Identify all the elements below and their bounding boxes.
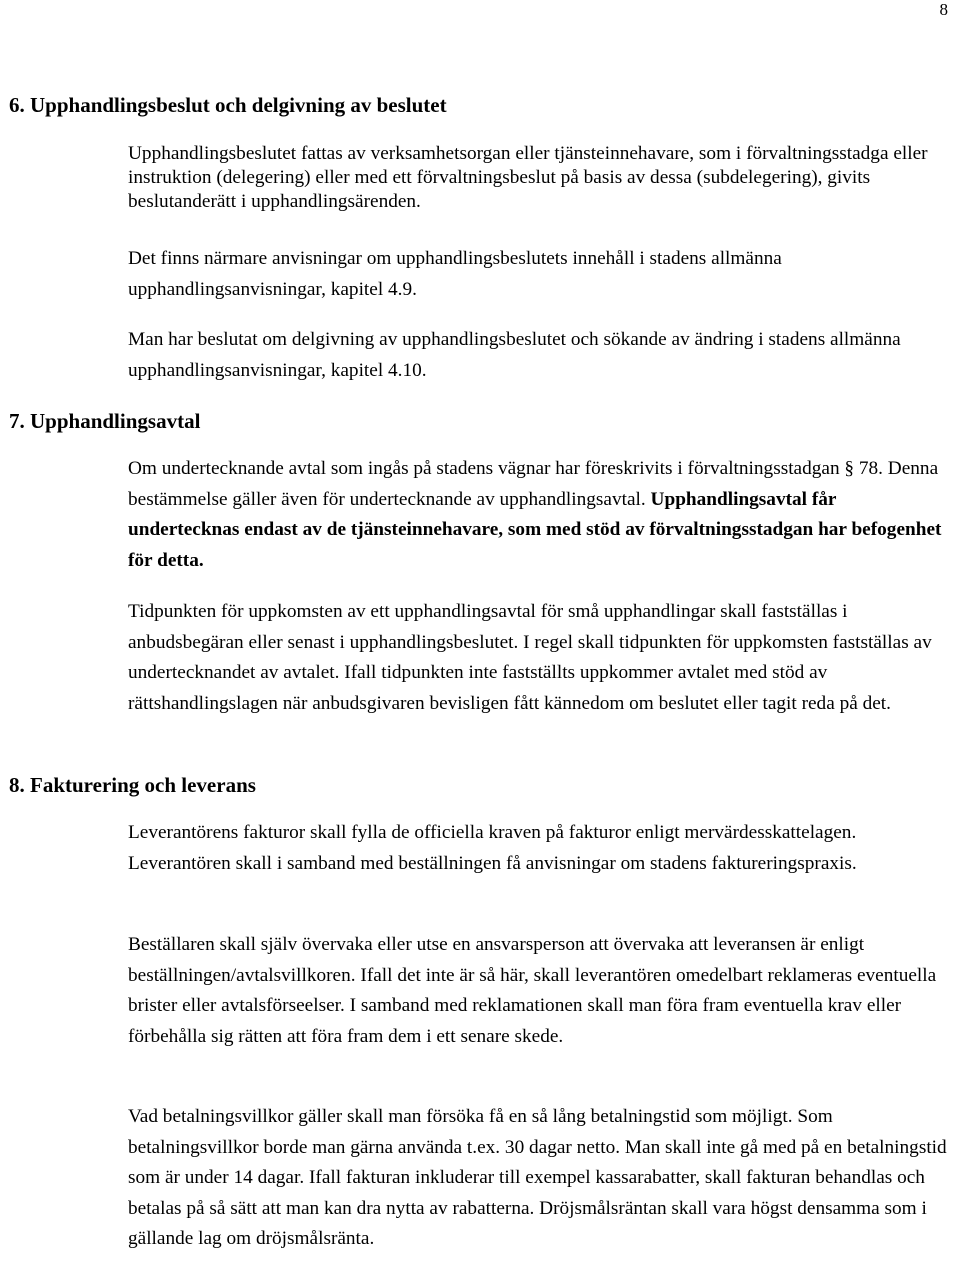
section-7-paragraph-1-text: Om undertecknande avtal som ingås på stadens vägnar har föreskrivits i förvaltningsstadgan § 78. Denna bestämmelse gäller även för undertecknande av upphandlingsavtal. [128, 458, 939, 510]
section-8-paragraph-2: Beställaren skall själv övervaka eller utse en ansvarsperson att övervaka att leveransen är enligt beställningen/avtalsvillkoren. Ifall det inte är så här, skall leverantören omedelbart reklameras eventuella brister eller avtalsförseelser. I samband med reklamationen skall man föra fram eventuella krav eller förbehålla sig rätten att föra fram dem i ett senare skede. [128, 934, 937, 1047]
section-heading-8: 8. Fakturering och leverans [9, 773, 256, 797]
section-8-paragraph-1: Leverantörens fakturor skall fylla de officiella kraven på fakturor enligt mervärdesskattelagen. Leverantören skall i samband med beställningen få anvisningar om stadens faktureringspraxis. [128, 822, 857, 874]
page-number: 8 [939, 0, 948, 19]
section-7-paragraph-2: Tidpunkten för uppkomsten av ett upphandlingsavtal för små upphandlingar skall fastställas i anbudsbegäran eller senast i upphandlingsbeslutet. I regel skall tidpunkten för uppkomsten fastställas av undertecknandet av avtalet. Ifall tidpunkten inte fastställts uppkommer avtalet med stöd av rättshandlingslagen när anbudsgivaren bevisligen fått kännedom om beslutet eller tagit reda på det. [128, 601, 932, 714]
section-8-paragraph-3: Vad betalningsvillkor gäller skall man försöka få en så lång betalningstid som möjligt. Som betalningsvillkor borde man gärna använda t.ex. 30 dagar netto. Man skall inte gå med på en betalningstid som är under 14 dagar. Ifall fakturan inkluderar till exempel kassarabatter, skall fakturan behandlas och betalas på så sätt att man kan dra nytta av rabatterna. Dröjsmålsräntan skall vara högst densamma som i gällande lag om dröjsmålsränta. [128, 1106, 947, 1249]
section-7-bold-statement: Upphandlingsavtal får undertecknas endast av de tjänsteinnehavare, som med stöd av förvaltningsstadgan har befogenhet för detta. [128, 488, 942, 571]
section-6-paragraph-3: Man har beslutat om delgivning av upphandlingsbeslutet och sökande av ändring i stadens allmänna upphandlingsanvisningar, kapitel 4.10. [128, 329, 901, 381]
section-6-paragraph-2: Det finns närmare anvisningar om upphandlingsbeslutets innehåll i stadens allmänna upphandlingsanvisningar, kapitel 4.9. [128, 248, 782, 300]
section-heading-6: 6. Upphandlingsbeslut och delgivning av beslutet [9, 93, 447, 117]
section-6-paragraph-1: Upphandlingsbeslutet fattas av verksamhetsorgan eller tjänsteinnehavare, som i förvaltningsstadga eller instruktion (delegering) eller med ett förvaltningsbeslut på basis av dessa (subdelegering), givits beslutanderätt i upphandlingsärenden. [128, 143, 928, 212]
section-heading-7: 7. Upphandlingsavtal [9, 409, 201, 433]
section-7-paragraph-1 [128, 454, 948, 576]
